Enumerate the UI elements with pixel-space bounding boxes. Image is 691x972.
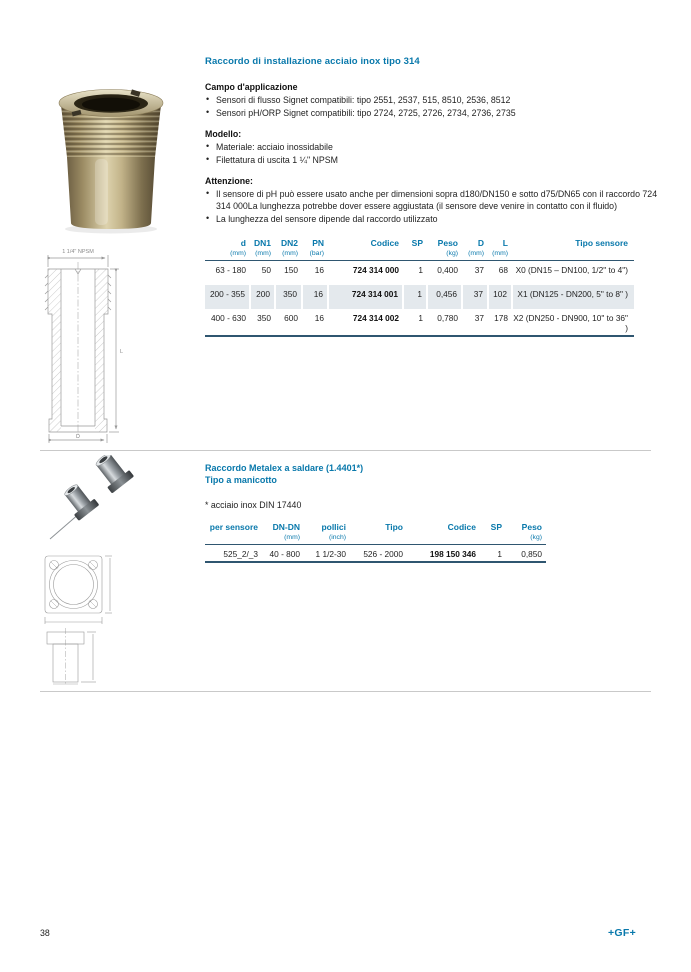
section-title-line1: Raccordo Metalex a saldare (1.4401*): [205, 463, 364, 473]
bullet-item: • Il sensore di pH può essere usato anche per dimensioni sopra d180/DN150 e sotto d75/DN65 con il raccordo 724 314 000La lunghezza potrebbe dover essere aggiustata (il sensore deve venire in contatto con il fluido): [205, 188, 663, 212]
cell: 350: [275, 285, 302, 309]
cell: 37: [474, 313, 484, 323]
table-header-row: [205, 522, 546, 545]
cell-codice: 724 314 001: [328, 285, 403, 309]
section-installation-fitting: [205, 56, 663, 337]
modello-heading: Modello:: [205, 129, 242, 139]
technical-drawing-weld-fitting: [30, 546, 160, 686]
col-header-codice: Codice: [407, 522, 480, 545]
cell: 16: [302, 285, 328, 309]
metalex-fitting-table: [205, 522, 546, 563]
cell: 50: [261, 265, 271, 275]
cell: 16: [314, 265, 324, 275]
col-header-codice: Codice: [328, 238, 403, 261]
col-header-per-sensore: per sensore: [205, 522, 262, 545]
col-header-peso: Peso (kg): [427, 238, 462, 261]
cell: 178: [494, 313, 508, 323]
cell: 0,400: [437, 265, 458, 275]
col-header-D: D (mm): [462, 238, 488, 261]
col-header-dn2: DN2 (mm): [275, 238, 302, 261]
attenzione-bullet-list: [205, 188, 663, 225]
cell: 37: [462, 285, 488, 309]
table-row: [205, 545, 546, 563]
cell: 150: [284, 265, 298, 275]
table-row: [205, 261, 634, 286]
cell: 400 - 630: [210, 313, 246, 323]
col-header-sp: SP: [403, 238, 427, 261]
cell: 0,850: [521, 549, 542, 559]
col-header-pollici: pollici (inch): [304, 522, 350, 545]
col-header-d: d (mm): [205, 238, 250, 261]
product-photo-fitting: [45, 73, 180, 235]
cell-tipo-sensore: X1 (DN125 - DN200, 5" to 8" ): [512, 285, 634, 309]
gf-logo: +GF+: [607, 927, 636, 939]
cell: 63 - 180: [215, 265, 246, 275]
cell: 37: [474, 265, 484, 275]
bullet-item: • Sensori di flusso Signet compatibili: tipo 2551, 2537, 515, 8510, 2536, 8512: [205, 94, 663, 106]
cell: 1 1/2-30: [315, 549, 346, 559]
dimension-label-l: L: [120, 349, 124, 355]
cell: 0,456: [427, 285, 462, 309]
modello-bullet-list: [205, 141, 663, 166]
cell-codice: 724 314 000: [352, 265, 399, 275]
section-title-line2: Tipo a manicotto: [205, 475, 277, 485]
bullet-item: • Filettatura di uscita 1 ¼" NPSM: [205, 154, 663, 166]
cell: 350: [257, 313, 271, 323]
col-header-dn1: DN1 (mm): [250, 238, 275, 261]
table-header-row: [205, 238, 634, 261]
col-header-L: L (mm): [488, 238, 512, 261]
cell: 525_2/_3: [223, 549, 258, 559]
section-metalex-fitting: [205, 462, 605, 563]
cell: 200: [250, 285, 275, 309]
cell: 1: [497, 549, 502, 559]
section-divider: [40, 691, 651, 692]
campo-bullet-list: [205, 94, 663, 119]
campo-heading: Campo d'applicazione: [205, 82, 298, 92]
cell: 1: [418, 313, 423, 323]
cell-codice: 724 314 002: [352, 313, 399, 323]
product-photo-weld-fitting: [48, 455, 168, 543]
cell: 200 - 355: [205, 285, 250, 309]
col-header-peso: Peso (kg): [506, 522, 546, 545]
cell: 526 - 2000: [363, 549, 403, 559]
dimension-label-d: D: [76, 434, 80, 440]
page-number: 38: [40, 928, 50, 938]
dimension-label-npsm: 1 1/4" NPSM: [62, 249, 94, 255]
cell: 102: [488, 285, 512, 309]
cell: 1: [403, 285, 427, 309]
cell: 16: [314, 313, 324, 323]
cell: 68: [498, 265, 508, 275]
cell: 40 - 800: [269, 549, 300, 559]
bullet-item: • Materiale: acciaio inossidabile: [205, 141, 663, 153]
table-row: [205, 309, 634, 336]
installation-fitting-table: [205, 238, 634, 337]
cell-tipo-sensore: X2 (DN250 - DN900, 10" to 36" ): [513, 313, 628, 333]
cell-codice: 198 150 346: [429, 549, 476, 559]
bullet-item: • La lunghezza del sensore dipende dal raccordo utilizzato: [205, 213, 663, 225]
cell: 600: [284, 313, 298, 323]
col-header-dn-dn: DN-DN (mm): [262, 522, 304, 545]
col-header-pn: PN (bar): [302, 238, 328, 261]
attenzione-heading: Attenzione:: [205, 176, 253, 186]
cell-tipo-sensore: X0 (DN15 – DN100, 1/2" to 4"): [515, 265, 628, 275]
section-divider: [40, 450, 651, 451]
section-title: Raccordo di installazione acciaio inox tipo 314: [205, 56, 420, 67]
col-header-sp: SP: [480, 522, 506, 545]
table-row: [205, 285, 634, 309]
col-header-tipo-sensore: Tipo sensore: [512, 238, 634, 261]
bullet-item: • Sensori pH/ORP Signet compatibili: tipo 2724, 2725, 2726, 2734, 2736, 2735: [205, 107, 663, 119]
cell: 0,780: [437, 313, 458, 323]
technical-drawing-fitting: [25, 244, 165, 444]
cell: 1: [418, 265, 423, 275]
col-header-tipo: Tipo: [350, 522, 407, 545]
footnote: * acciaio inox DIN 17440: [205, 500, 302, 510]
